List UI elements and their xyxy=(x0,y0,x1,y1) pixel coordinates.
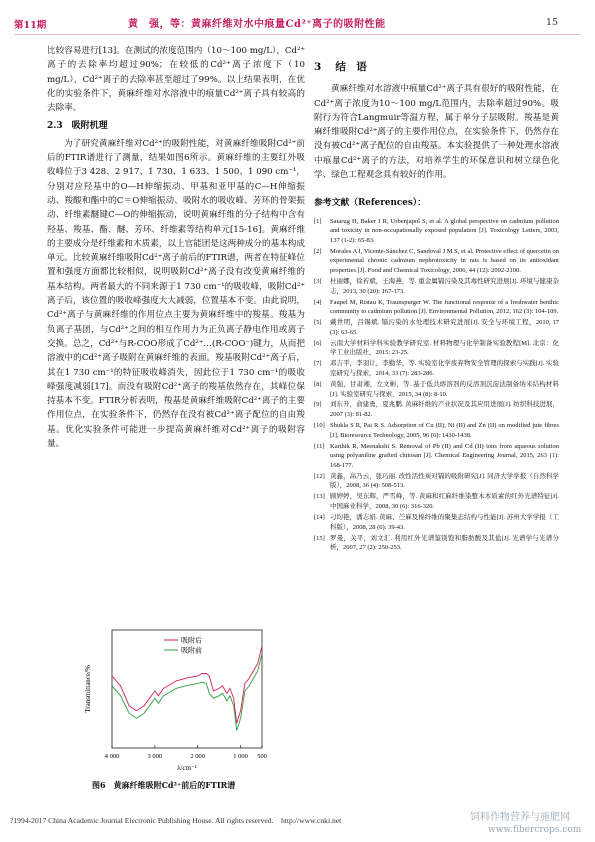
reference-list xyxy=(314,217,559,553)
reference-item xyxy=(314,217,559,246)
reference-number: [9] xyxy=(314,401,322,409)
reference-text: 顾婷婷，吴东辉，严雪峰，等. 黄麻和红麻纤维染整木本质素的红外光谱特征[J]. 中国麻业科学，2008, 30 (6): 316-320. xyxy=(330,493,559,510)
right-column xyxy=(314,44,559,554)
reference-text: 刁均艳，潘志娟. 黄麻、苎麻及棉纤维的聚集态结构与性能[J]. 苏州大学学报（工科版），2008, 28 (6): 39-43. xyxy=(330,513,559,531)
running-title: 黄 强，等：黄麻纤维对水中痕量Cd²⁺离子的吸附性能 xyxy=(128,19,386,30)
reference-item xyxy=(314,421,559,440)
reference-item xyxy=(314,359,559,378)
section-heading-conclusion xyxy=(314,60,559,74)
figure-caption: 图6 黄麻纤维吸附Cd²⁺前后的FTIR谱 xyxy=(92,780,236,790)
page-header xyxy=(0,0,595,36)
reference-text: 杜丽娜，徐若斌，王海燕，等. 重金属镉污染及其毒性研究进展[J]. 环境与健康杂志，2013, 30 (20): 167-173. xyxy=(330,278,559,295)
reference-text: Shukla S R, Pai R S. Adsorption of Cu (II), Ni (II) and Zn (II) on modified jute fibres [J]. Bioresource Technology, 2005, 96 (6): 1430-1438. xyxy=(330,422,559,439)
header-rule xyxy=(14,34,580,35)
reference-number: [10] xyxy=(314,422,325,430)
reference-item xyxy=(314,380,559,399)
issue-number: 第11期 xyxy=(14,20,47,31)
x-tick-label: 500 xyxy=(257,753,267,760)
references-heading: 参考文献（References）： xyxy=(314,198,427,209)
reference-number: [13] xyxy=(314,493,325,501)
reference-number: [12] xyxy=(314,472,325,480)
reference-item xyxy=(314,400,559,419)
x-axis-label: λ/cm⁻¹ xyxy=(177,764,197,772)
paragraph-mechanism: 为了研究黄麻纤维对Cd²⁺的吸附性能，对黄麻纤维吸附Cd²⁺前后的FTIR谱进行了测量，结果如图6所示。黄麻纤维的主要红外吸收峰位于3 428、2 917、1 730、1 633、1 500、1 090 cm⁻¹，分别对应羟基中的O—H伸缩振动、甲基和亚甲基的C—H伸缩振动、羧酸和酯中的C＝O伸缩振动、吸附水的吸收峰、芳环的骨架振动、纤维素醚键C—O的伸缩振动，说明黄麻纤维的分子结构中含有羟基、羧基、酯、醚、芳环、纤维素等结构单元[15-16]。黄麻纤维的主要成分是纤维素和木质素，以上官能团是这两种成分的基本构成单元。比较黄麻纤维吸附Cd²⁺离子前后的FTIR谱，两者在特征峰位置和强度方面都比较相似，说明吸附Cd²⁺离子没有改变黄麻纤维的基本结构。两者最大的不同来源于1 730 cm⁻¹的吸收峰，吸附Cd²⁺离子后，该位置的吸收峰强度大大减弱，位置基本不变。由此说明，Cd²⁺离子与黄麻纤维的作用位点主要为黄麻纤维中的羧基。羧基为负离子基团，与Cd²⁺之间的相互作用力为正负离子静电作用或离子交换。总之，Cd²⁺与R-COO形成了Cd²⁺…(R-COO⁻)键力，从而把溶液中的Cd²⁺离子吸附在黄麻纤维的表面。羧基吸附Cd²⁺离子后，其在1 730 cm⁻¹的特征吸收峰消失，因此位于1 730 cm⁻¹的吸收峰强度减弱[17]。而没有吸附Cd²⁺离子的羧基依然存在，其峰位保持基本不变。FTIR分析表明，羧基是黄麻纤维吸附Cd²⁺离子的主要作用位点，在实验条件下，仍然存在没有被Cd²⁺离子配位的自由羧基。优化实验条件可能进一步提高黄麻纤维对Cd²⁺离子的吸附容量。 xyxy=(47,138,305,450)
x-tick-label: 3 000 xyxy=(147,753,163,760)
watermark-url: www.fibercrops.com xyxy=(488,825,582,835)
reference-text: Karthik R, Meenakshi S. Removal of Pb (II) and Cd (II) ions from aqueous solution using polyaniline grafted chitosan [J]. Chemical Engineering Journal, 2015, 263 (1): 168-177. xyxy=(330,442,559,469)
reference-item xyxy=(314,247,559,276)
reference-number: [1] xyxy=(314,217,322,225)
conclusion-title: 结 语 xyxy=(335,61,367,73)
reference-number: [15] xyxy=(314,534,325,542)
reference-item xyxy=(314,442,559,471)
watermark-text: 饲料作物营养与施肥网 xyxy=(470,812,570,823)
reference-item xyxy=(314,534,559,553)
reference-number: [2] xyxy=(314,247,322,255)
legend-label-before: 吸附前 xyxy=(181,646,202,655)
x-tick-label: 4 000 xyxy=(104,753,120,760)
page-number: 15 xyxy=(546,17,559,28)
reference-text: 云南大学材料学科实验教学研究室. 材料物理与化学制备实验教程[M]. 北京：化学工业出版社，2015: 23-25. xyxy=(330,339,559,357)
reference-text: Morales A I, Vicente-Sánchez C, Sandoval J M S, et al. Protective effect of quercetin on experimental chronic cadmium nephrotoxicity in rats is based on its antioxidant properties [J]. Food and Chemical Toxicology, 2006, 44 (12): 2092-2100. xyxy=(330,247,559,275)
reference-item xyxy=(314,318,559,337)
section-heading-mechanism: 2.3 吸附机理 xyxy=(47,121,108,132)
conclusion-number: 3 xyxy=(314,61,322,73)
reference-number: [7] xyxy=(314,360,322,368)
reference-item xyxy=(314,277,559,296)
reference-text: Faupel M, Ristau K, Traunspurger W. The functional response of a freshwater benthic community to cadmium pollution [J]. Environmental Pollution, 2012, 162 (3): 104-109. xyxy=(330,298,559,316)
reference-number: [6] xyxy=(314,339,322,347)
reference-item xyxy=(314,298,559,317)
legend-label-after: 吸附后 xyxy=(181,636,202,645)
reference-text: 刘东升，俞建勇，夏兆鹏. 黄麻纤维的产业状况及其应用进展[J]. 纺织科技进展，2007 (3): 81-82. xyxy=(330,401,559,419)
paragraph-conclusion: 黄麻纤维对水溶液中痕量Cd²⁺离子具有很好的吸附性能，在Cd²⁺离子浓度为10～100 mg/L范围内，去除率超过90%。吸附行为符合Langmuir等温方程，属于单分子层吸附。羧基是黄麻纤维吸附Cd²⁺离子的主要作用位点，在实验条件下，仍然存在没有被Cd²⁺离子配位的自由羧基。本实验提供了一种处理水溶液中痕量Cd²⁺离子的方法，对培养学生的环保意识和树立绿色化学、绿色工程观念具有较好的作用。 xyxy=(314,84,559,181)
left-column xyxy=(47,44,305,451)
x-tick-label: 1 000 xyxy=(233,753,248,760)
series-line-after xyxy=(112,646,262,723)
ftir-chart xyxy=(78,622,268,772)
copyright-footer: ?1994-2017 China Academic Journal Electronic Publishing House. All rights reserved. http://www.cnki.net xyxy=(10,816,342,825)
reference-text: 罗曼，关平，刘文汇. 利用红外光谱鉴别饱和脂肪酸及其盐[J]. 光谱学与光谱分析，2007, 27 (2): 250-253. xyxy=(330,534,559,552)
reference-number: [4] xyxy=(314,298,322,306)
y-axis-label: Transmittance/% xyxy=(84,665,92,713)
x-tick-label: 2 000 xyxy=(190,753,206,760)
reference-text: 邓吉平，李羽让，李勤华，等. 实验室化学废弃物安全管理的探索与实践[J]. 实验室研究与探索，2014, 33 (7): 283-286. xyxy=(330,360,559,377)
reference-number: [14] xyxy=(314,513,325,521)
reference-text: Satarug H, Baker J R, Urbenjapol S, et al. A global perspective on cadmium pollution and toxicity in non-occupationally exposed population [J]. Toxicology Letters, 2003, 137 (1-2): 65-83. xyxy=(330,217,559,244)
reference-item xyxy=(314,472,559,491)
reference-text: 黄强，甘肃湘，左文彬，等. 基于低共熔溶剂的反溶剂沉淀法制备纳米结构材料[J]. 实验室研究与探索，2015, 34 (8): 8-10. xyxy=(330,380,559,398)
reference-text: 黄鑫，高乃云，张巧丽. 改性活性炭对镉的吸附研究[J]. 同济大学学报（自然科学版），2008, 36 (4): 508-513. xyxy=(330,472,559,490)
reference-text: 戴世明，吕锡斌. 镉污染的水处理技术研究进展[J]. 安全与环境工程，2010, 17 (3): 63-65. xyxy=(330,319,559,336)
reference-item xyxy=(314,339,559,358)
reference-number: [5] xyxy=(314,319,322,327)
reference-number: [11] xyxy=(314,442,325,450)
paragraph-removal: 比较容易进行[13]。在测试的浓度范围内（10～100 mg/L），Cd²⁺离子的去除率均超过90%；在较低的Cd²⁺离子浓度下（10 mg/L），Cd²⁺离子的去除率甚至超过了99%。以上结果表明，在优化的实验条件下，黄麻纤维对水溶液中的痕量Cd²⁺离子具有较高的去除率。 xyxy=(47,46,305,114)
series-line-before xyxy=(112,654,262,731)
reference-item xyxy=(314,513,559,532)
reference-item xyxy=(314,492,559,511)
reference-number: [8] xyxy=(314,380,322,388)
reference-number: [3] xyxy=(314,278,322,286)
ftir-figure xyxy=(78,622,268,772)
